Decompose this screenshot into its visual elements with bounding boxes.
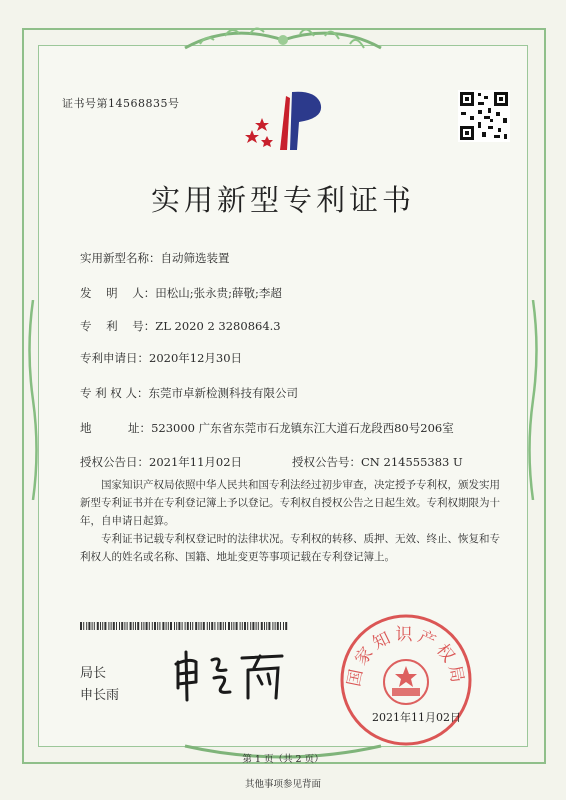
- director-signature: [170, 648, 290, 704]
- right-garland-decoration: [524, 300, 542, 500]
- address-row: [80, 420, 454, 436]
- legal-paragraph-1: 国家知识产权局依照中华人民共和国专利法经过初步审查，决定授予专利权，颁发实用新型专利证书并在专利登记簿上予以登记。专利权自授权公告之日起生效。专利权期限为十年，自申请日起算。: [80, 479, 500, 527]
- certificate-title: 实用新型专利证书: [150, 183, 415, 217]
- field-label: 授权公告号：: [292, 455, 361, 469]
- seal-date: 2021年11月02日: [372, 711, 461, 724]
- utility-model-name: 自动筛选装置: [160, 251, 230, 265]
- field-label: 发 明 人：: [80, 286, 156, 300]
- qr-code: [458, 90, 510, 142]
- cnipa-logo-icon: [240, 88, 330, 154]
- grant-number: CN 214555383 U: [361, 455, 463, 469]
- inventor-names: 田松山;张永贵;薛敬;李超: [155, 286, 282, 300]
- top-garland-decoration: [180, 18, 386, 58]
- grant-date: 2021年11月02日: [149, 455, 243, 469]
- inventor-row: [80, 285, 282, 301]
- filing-date-row: [80, 350, 242, 366]
- field-label: 专 利 号：: [80, 319, 156, 333]
- address: 523000 广东省东莞市石龙镇东江大道石龙段西80号206室: [151, 421, 454, 435]
- grant-number-row: [292, 454, 463, 470]
- official-seal: [338, 612, 474, 748]
- footer-note: 其他事项参见背面: [244, 779, 321, 790]
- signer-name: 申长雨: [80, 688, 120, 703]
- field-label: 实用新型名称：: [80, 251, 161, 265]
- seal-text: 国家知识产权局: [344, 625, 468, 689]
- field-label: 专利申请日：: [80, 351, 149, 365]
- patentee-row: [80, 385, 298, 401]
- patentee-name: 东莞市卓新检测科技有限公司: [148, 386, 298, 400]
- field-label: 专 利 权 人：: [80, 386, 149, 400]
- signer-title: 局长: [80, 666, 107, 681]
- page-number: 第 1 页（共 2 页）: [242, 754, 324, 765]
- certificate-number: 证书号第14568835号: [62, 97, 180, 110]
- field-label: 地 址：: [80, 421, 152, 435]
- filing-date: 2020年12月30日: [149, 351, 243, 365]
- utility-model-name-row: [80, 250, 230, 266]
- grant-date-row: [80, 454, 242, 470]
- legal-paragraph-2: 专利证书记载专利权登记时的法律状况。专利权的转移、质押、无效、终止、恢复和专利权人的姓名或名称、国籍、地址变更等事项记载在专利登记簿上。: [80, 533, 500, 563]
- left-garland-decoration: [24, 300, 42, 500]
- patent-number-row: [80, 318, 281, 334]
- barcode: [80, 622, 290, 630]
- patent-number: ZL 2020 2 3280864.3: [155, 319, 281, 333]
- field-label: 授权公告日：: [80, 455, 149, 469]
